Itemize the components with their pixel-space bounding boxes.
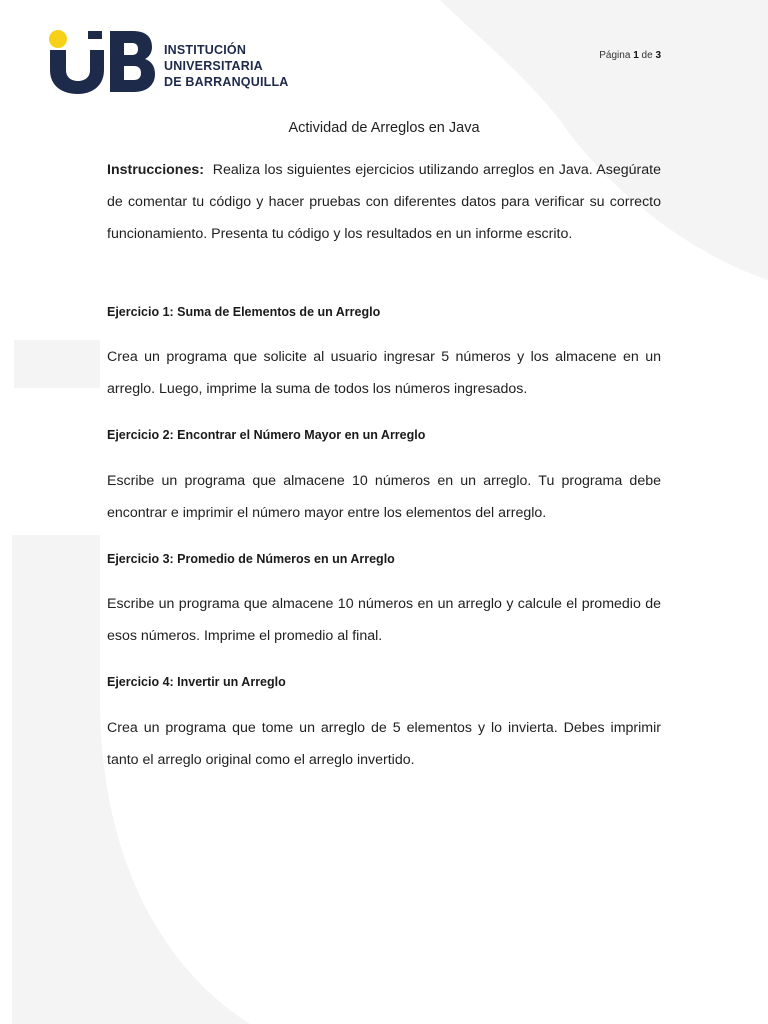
exercise-heading: Ejercicio 3: Promedio de Números en un Arreglo xyxy=(107,552,395,566)
exercise-text: Escribe un programa que almacene 10 números en un arreglo. Tu programa debe encontrar e imprimir el número mayor entre los elementos del arreglo. xyxy=(107,473,661,521)
exercise-4 xyxy=(107,673,661,691)
exercise-text: Crea un programa que tome un arreglo de 5 elementos y lo invierta. Debes imprimir tanto el arreglo original como el arreglo invertido. xyxy=(107,720,661,768)
document-title: Actividad de Arreglos en Java xyxy=(288,120,480,136)
logo-line-1: INSTITUCIÓN xyxy=(164,43,247,57)
page-indicator xyxy=(599,50,661,61)
exercise-4-body xyxy=(107,712,661,776)
exercise-2-body xyxy=(107,465,661,529)
page-label: Página xyxy=(599,50,631,61)
ub-logo-mark xyxy=(48,28,158,94)
exercise-heading: Ejercicio 2: Encontrar el Número Mayor en un Arreglo xyxy=(107,428,426,442)
exercise-heading: Ejercicio 1: Suma de Elementos de un Arreglo xyxy=(107,305,381,319)
exercise-3-body xyxy=(107,588,661,652)
instructions-label: Instrucciones: xyxy=(107,162,204,178)
exercise-text: Crea un programa que solicite al usuario ingresar 5 números y los almacene en un arreglo. Luego, imprime la suma de todos los números ingresados. xyxy=(107,349,661,397)
exercise-2 xyxy=(107,426,661,444)
exercise-1-body xyxy=(107,341,661,405)
logo-line-3: DE BARRANQUILLA xyxy=(164,75,289,89)
instructions-text: Realiza los siguientes ejercicios utilizando arreglos en Java. Asegúrate de comentar tu código y hacer pruebas con diferentes datos para verificar su correcto funcionamiento. Presenta tu código y los resultados en un informe escrito. xyxy=(107,162,661,242)
exercise-heading: Ejercicio 4: Invertir un Arreglo xyxy=(107,675,286,689)
institution-logo xyxy=(48,28,318,94)
page-separator: de xyxy=(641,50,653,61)
instructions-block xyxy=(107,154,661,250)
exercise-3 xyxy=(107,550,661,568)
instructions-paragraph xyxy=(107,154,661,250)
total-pages: 3 xyxy=(655,50,661,61)
logo-wordmark xyxy=(164,42,289,90)
logo-line-2: UNIVERSITARIA xyxy=(164,59,263,73)
current-page: 1 xyxy=(633,50,639,61)
exercise-1 xyxy=(107,303,661,321)
exercise-text: Escribe un programa que almacene 10 números en un arreglo y calcule el promedio de esos números. Imprime el promedio al final. xyxy=(107,596,661,644)
